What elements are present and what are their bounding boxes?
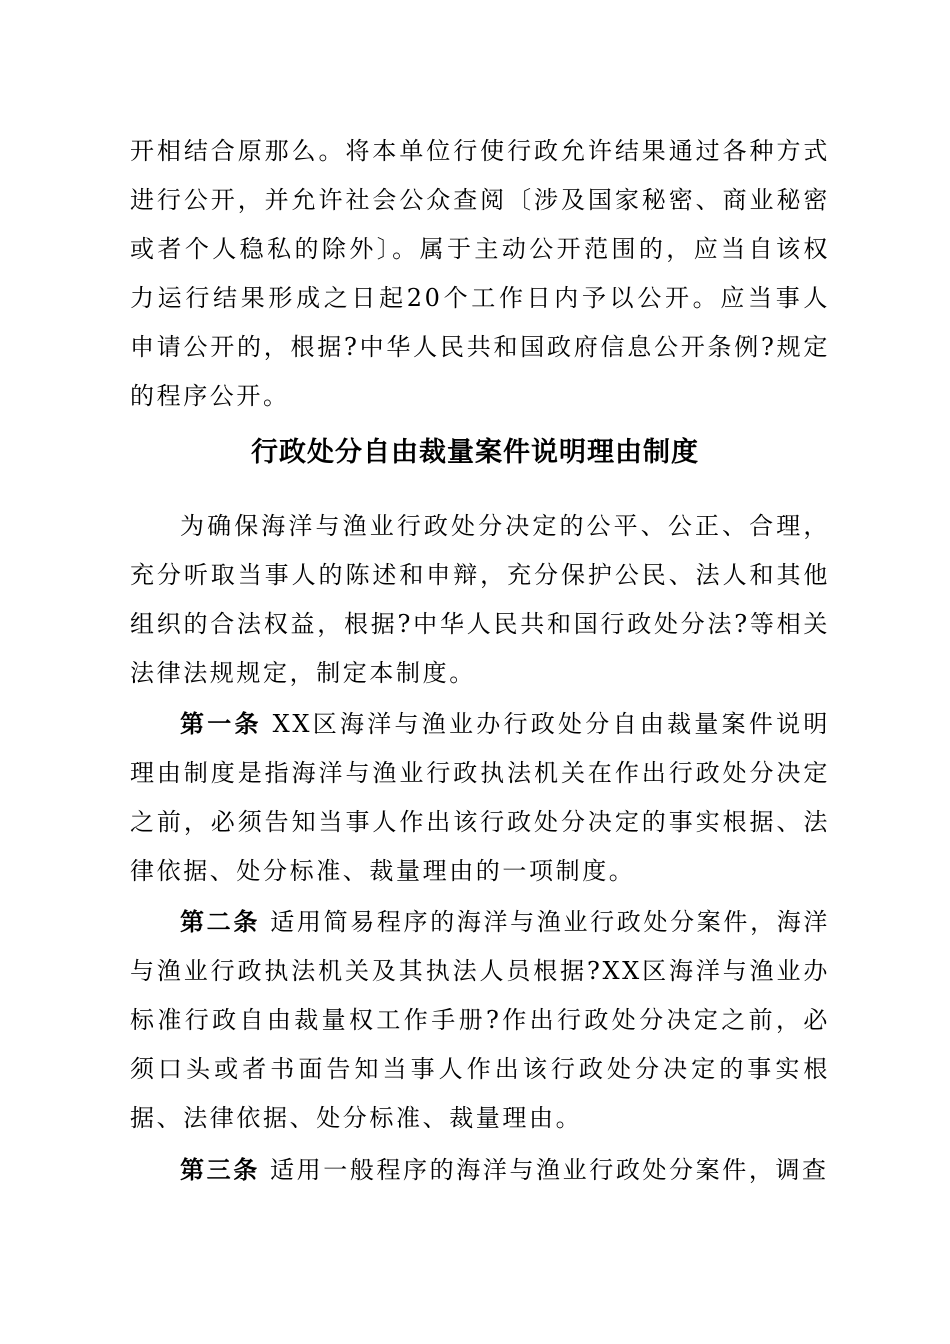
article-2-label: 第二条 — [180, 908, 260, 936]
continuation-paragraph: 开相结合原那么。将本单位行使行政允许结果通过各种方式进行公开，并允许社会公众查阅〔涉及国家秘密、商业秘密或者个人稳私的除外〕。属于主动公开范围的，应当自该权力运行结果形成之日起20个工作日内予以公开。应当事人申请公开的，根据?中华人民共和国政府信息公开条例?规定的程序公开。 — [130, 137, 830, 410]
intro-paragraph: 为确保海洋与渔业行政处分决定的公平、公正、合理，充分听取当事人的陈述和申辩，充分保护公民、法人和其他组织的合法权益，根据?中华人民共和国行政处分法?等相关法律法规规定，制定本制度。 — [130, 512, 830, 687]
article-1 — [130, 700, 830, 896]
article-3-label: 第三条 — [180, 1156, 260, 1184]
article-1-text: XX区海洋与渔业办行政处分自由裁量案件说明理由制度是指海洋与渔业行政执法机关在作出行政处分决定之前，必须告知当事人作出该行政处分决定的事实根据、法律依据、处分标准、裁量理由的一项制度。 — [130, 710, 830, 885]
section-title: 行政处分自由裁量案件说明理由制度 — [251, 437, 699, 468]
article-3-text: 适用一般程序的海洋与渔业行政处分案件，调查 — [259, 1156, 829, 1184]
article-2 — [130, 898, 830, 1143]
article-2-text: 适用简易程序的海洋与渔业行政处分案件，海洋与渔业行政执法机关及其执法人员根据?XX区海洋与渔业办标准行政自由裁量权工作手册?作出行政处分决定之前，必须口头或者书面告知当事人作出该行政处分决定的事实根据、法律依据、处分标准、裁量理由。 — [130, 908, 831, 1132]
article-3 — [130, 1146, 830, 1195]
article-1-label: 第一条 — [180, 710, 262, 738]
